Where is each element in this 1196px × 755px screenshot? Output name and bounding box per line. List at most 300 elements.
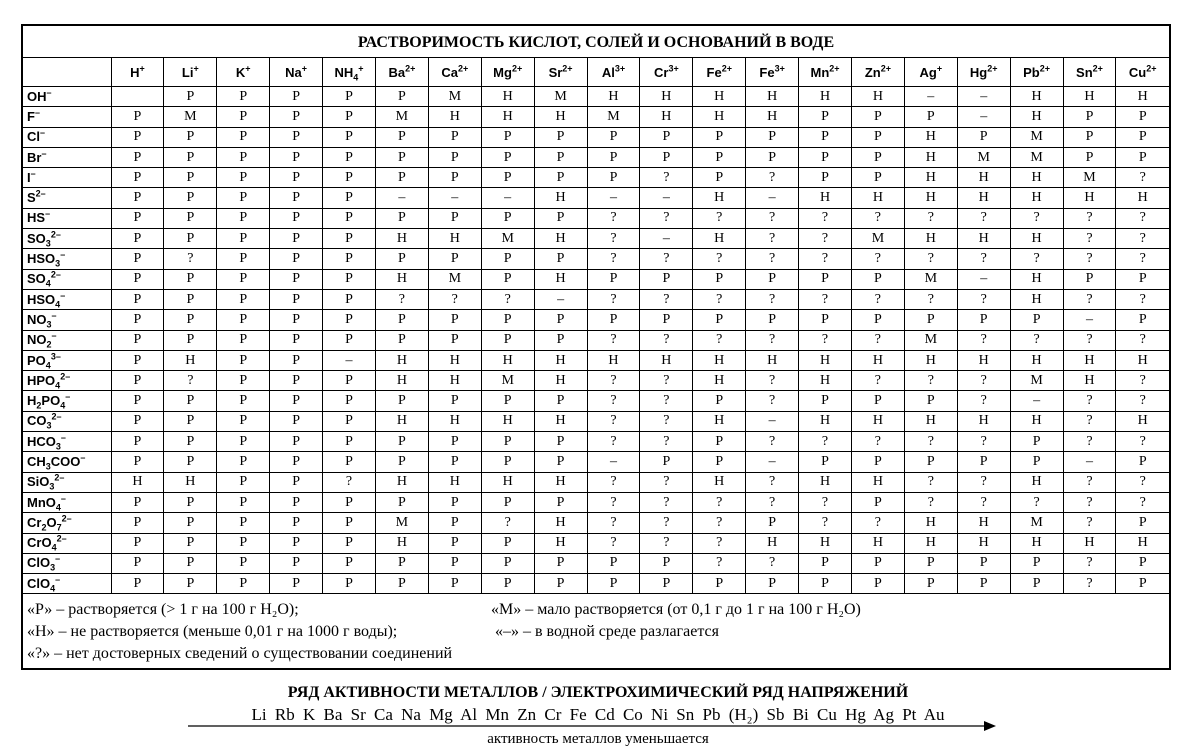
- solubility-cell: Р: [111, 107, 164, 127]
- solubility-cell: М: [1010, 513, 1063, 533]
- solubility-cell: ?: [693, 208, 746, 228]
- anion-label: [23, 188, 111, 208]
- anion-formula-part: PO: [27, 352, 46, 368]
- solubility-cell: ?: [640, 208, 693, 228]
- solubility-cell: Р: [111, 371, 164, 391]
- solubility-cell: Р: [640, 574, 693, 594]
- solubility-cell: Р: [111, 208, 164, 228]
- anion-formula-part: OH: [27, 88, 47, 104]
- solubility-cell: Р: [270, 574, 323, 594]
- table-row: [23, 533, 1169, 553]
- solubility-cell: Н: [746, 533, 799, 553]
- solubility-cell: Р: [1010, 452, 1063, 472]
- anion-formula-part: Cr: [27, 514, 42, 530]
- solubility-cell: Н: [1010, 472, 1063, 492]
- solubility-cell: Р: [640, 147, 693, 167]
- solubility-cell: Р: [746, 127, 799, 147]
- solubility-cell: Р: [428, 127, 481, 147]
- anion-charge: –: [30, 168, 36, 179]
- solubility-cell: Р: [428, 330, 481, 350]
- solubility-cell: ?: [746, 229, 799, 249]
- anion-formula-part: S: [27, 190, 36, 206]
- solubility-cell: Р: [481, 492, 534, 512]
- solubility-cell: Р: [534, 553, 587, 573]
- solubility-cell: М: [375, 107, 428, 127]
- solubility-cell: Н: [904, 188, 957, 208]
- solubility-cell: М: [1063, 168, 1116, 188]
- anion-subscript: 4: [51, 542, 57, 553]
- anion-charge: 2–: [50, 229, 61, 240]
- solubility-cell: М: [1010, 371, 1063, 391]
- solubility-cell: Р: [693, 452, 746, 472]
- solubility-cell: Н: [534, 513, 587, 533]
- solubility-cell: Р: [375, 574, 428, 594]
- solubility-cell: Р: [693, 310, 746, 330]
- table-row: [23, 472, 1169, 492]
- solubility-cell: ?: [746, 492, 799, 512]
- solubility-cell: Р: [481, 391, 534, 411]
- solubility-cell: Р: [111, 269, 164, 289]
- solubility-cell: М: [1010, 127, 1063, 147]
- solubility-cell: Р: [746, 310, 799, 330]
- solubility-cell: Р: [111, 432, 164, 452]
- anion-formula-part: PO: [41, 393, 61, 409]
- solubility-cell: Н: [1116, 533, 1169, 553]
- solubility-cell: Р: [1010, 310, 1063, 330]
- solubility-cell: ?: [1116, 168, 1169, 188]
- solubility-cell: Р: [904, 310, 957, 330]
- cation-charge: +: [936, 63, 943, 74]
- anion-formula-part: CH: [27, 453, 46, 469]
- solubility-cell: Р: [428, 513, 481, 533]
- solubility-cell: –: [957, 269, 1010, 289]
- solubility-cell: ?: [1116, 492, 1169, 512]
- anion-label: [23, 391, 111, 411]
- solubility-cell: Н: [851, 472, 904, 492]
- solubility-cell: Р: [323, 168, 376, 188]
- solubility-cell: Р: [111, 411, 164, 431]
- solubility-cell: Р: [481, 432, 534, 452]
- cation-header: [270, 58, 323, 87]
- solubility-cell: Р: [587, 269, 640, 289]
- solubility-cell: Р: [217, 411, 270, 431]
- anion-label: [23, 229, 111, 249]
- solubility-cell: Р: [164, 533, 217, 553]
- solubility-cell: Р: [164, 127, 217, 147]
- solubility-cell: Н: [164, 350, 217, 370]
- solubility-cell: Р: [851, 269, 904, 289]
- solubility-cell: Н: [534, 371, 587, 391]
- solubility-cell: –: [640, 188, 693, 208]
- solubility-cell: Р: [1116, 269, 1169, 289]
- solubility-cell: –: [534, 289, 587, 309]
- solubility-cell: ?: [1063, 330, 1116, 350]
- anion-label: [23, 371, 111, 391]
- anion-charge: –: [55, 554, 61, 565]
- anion-charge: 2–: [54, 472, 65, 483]
- solubility-cell: Р: [217, 574, 270, 594]
- solubility-cell: ?: [1063, 472, 1116, 492]
- solubility-cell: ?: [904, 208, 957, 228]
- solubility-cell: Р: [375, 452, 428, 472]
- solubility-cell: Р: [1116, 553, 1169, 573]
- solubility-cell: Н: [481, 107, 534, 127]
- solubility-cell: –: [957, 87, 1010, 107]
- table-row: [23, 391, 1169, 411]
- anion-formula-part: MnO: [27, 494, 56, 510]
- solubility-cell: Р: [111, 330, 164, 350]
- solubility-cell: Р: [323, 452, 376, 472]
- solubility-cell: ?: [693, 289, 746, 309]
- cation-charge: 3+: [774, 63, 785, 74]
- solubility-cell: ?: [1116, 371, 1169, 391]
- anion-subscript: 3: [55, 441, 61, 452]
- solubility-cell: Р: [111, 350, 164, 370]
- cation-header: [534, 58, 587, 87]
- cation-symbol: Hg: [969, 64, 988, 80]
- cation-charge: 2+: [987, 63, 998, 74]
- solubility-cell: Р: [904, 574, 957, 594]
- solubility-cell: Р: [957, 127, 1010, 147]
- anion-subscript: 3: [45, 238, 51, 249]
- solubility-cell: Н: [428, 472, 481, 492]
- activity-series-title: РЯД АКТИВНОСТИ МЕТАЛЛОВ / ЭЛЕКТРОХИМИЧЕСКИЙ РЯД НАПРЯЖЕНИЙ: [287, 684, 909, 701]
- solubility-cell: Р: [851, 107, 904, 127]
- anion-subscript: 4: [45, 360, 51, 371]
- solubility-cell: Р: [111, 553, 164, 573]
- anion-formula-part: NO: [27, 332, 47, 348]
- solubility-cell: Н: [693, 371, 746, 391]
- solubility-cell: Н: [1010, 350, 1063, 370]
- cation-charge: 2+: [829, 63, 840, 74]
- solubility-table: [23, 58, 1169, 594]
- table-row: [23, 330, 1169, 350]
- solubility-cell: Н: [428, 411, 481, 431]
- solubility-cell: Н: [375, 472, 428, 492]
- solubility-cell: Р: [111, 513, 164, 533]
- solubility-cell: ?: [851, 330, 904, 350]
- solubility-cell: Н: [587, 87, 640, 107]
- solubility-cell: Р: [375, 553, 428, 573]
- solubility-cell: Р: [323, 391, 376, 411]
- table-row: [23, 553, 1169, 573]
- solubility-cell: ?: [851, 249, 904, 269]
- solubility-cell: Р: [270, 188, 323, 208]
- solubility-cell: Н: [1010, 188, 1063, 208]
- solubility-cell: Р: [164, 87, 217, 107]
- solubility-cell: ?: [693, 533, 746, 553]
- solubility-cell: Р: [375, 87, 428, 107]
- solubility-cell: Н: [1063, 87, 1116, 107]
- solubility-cell: ?: [957, 371, 1010, 391]
- solubility-cell: ?: [1063, 574, 1116, 594]
- solubility-cell: Р: [481, 310, 534, 330]
- cation-symbol: Mn: [810, 64, 830, 80]
- solubility-cell: Р: [217, 310, 270, 330]
- cation-symbol: Fe: [759, 64, 775, 80]
- solubility-cell: Р: [851, 147, 904, 167]
- solubility-cell: Н: [957, 229, 1010, 249]
- solubility-cell: ?: [587, 289, 640, 309]
- cation-header: [640, 58, 693, 87]
- solubility-cell: Р: [1010, 574, 1063, 594]
- solubility-cell: ?: [1010, 208, 1063, 228]
- solubility-cell: Р: [111, 127, 164, 147]
- solubility-cell: ?: [481, 513, 534, 533]
- solubility-cell: Р: [534, 330, 587, 350]
- solubility-cell: Р: [111, 452, 164, 472]
- solubility-cell: Р: [270, 350, 323, 370]
- solubility-cell: Н: [693, 87, 746, 107]
- solubility-cell: Н: [799, 533, 852, 553]
- solubility-cell: Р: [799, 147, 852, 167]
- cation-charge: 2+: [1039, 63, 1051, 74]
- anion-subscript: 7: [56, 522, 62, 533]
- solubility-cell: Р: [323, 269, 376, 289]
- solubility-cell: Н: [851, 188, 904, 208]
- solubility-cell: Р: [640, 269, 693, 289]
- anion-subscript: 4: [55, 380, 61, 391]
- solubility-cell: Р: [270, 147, 323, 167]
- solubility-cell: Р: [217, 127, 270, 147]
- cation-symbol: Fe: [706, 64, 722, 80]
- solubility-cell: Р: [957, 574, 1010, 594]
- solubility-cell: Н: [428, 229, 481, 249]
- table-row: [23, 574, 1169, 594]
- solubility-cell: Р: [799, 168, 852, 188]
- solubility-cell: Р: [904, 107, 957, 127]
- solubility-cell: Р: [270, 127, 323, 147]
- solubility-cell: Р: [323, 371, 376, 391]
- activity-series-caption: активность металлов уменьшается: [487, 731, 709, 747]
- cation-symbol: H: [130, 64, 140, 80]
- table-row: [23, 371, 1169, 391]
- solubility-cell: ?: [1063, 289, 1116, 309]
- solubility-cell: Р: [1116, 147, 1169, 167]
- solubility-cell: Р: [1063, 107, 1116, 127]
- solubility-cell: ?: [957, 249, 1010, 269]
- solubility-cell: Р: [428, 249, 481, 269]
- cation-symbol: Mg: [493, 64, 512, 80]
- solubility-cell: Н: [640, 87, 693, 107]
- anion-formula-part: NO: [27, 311, 47, 327]
- solubility-cell: Н: [587, 350, 640, 370]
- solubility-cell: Р: [851, 310, 904, 330]
- cation-symbol: Cr: [653, 64, 669, 80]
- solubility-cell: Н: [851, 533, 904, 553]
- solubility-cell: ?: [957, 208, 1010, 228]
- solubility-cell: Р: [428, 147, 481, 167]
- solubility-cell: Р: [270, 432, 323, 452]
- cation-header: [111, 58, 164, 87]
- solubility-cell: Р: [428, 208, 481, 228]
- solubility-cell: Н: [904, 411, 957, 431]
- solubility-cell: М: [1010, 147, 1063, 167]
- solubility-cell: Н: [1010, 87, 1063, 107]
- solubility-cell: Р: [534, 492, 587, 512]
- table-row: [23, 310, 1169, 330]
- anion-formula-part: HPO: [27, 372, 56, 388]
- solubility-cell: Н: [428, 107, 481, 127]
- solubility-cell: ?: [957, 432, 1010, 452]
- solubility-cell: ?: [587, 432, 640, 452]
- solubility-cell: Р: [851, 492, 904, 512]
- solubility-cell: Р: [270, 492, 323, 512]
- solubility-cell: Р: [534, 147, 587, 167]
- solubility-cell: Н: [957, 513, 1010, 533]
- solubility-cell: Р: [1116, 513, 1169, 533]
- solubility-cell: ?: [640, 371, 693, 391]
- solubility-cell: Р: [428, 533, 481, 553]
- cation-symbol: Zn: [864, 64, 881, 80]
- solubility-cell: ?: [851, 289, 904, 309]
- solubility-cell: Р: [270, 533, 323, 553]
- solubility-cell: Р: [534, 168, 587, 188]
- solubility-cell: Р: [217, 249, 270, 269]
- solubility-cell: Р: [375, 208, 428, 228]
- anion-formula-part: H: [27, 393, 37, 409]
- solubility-cell: ?: [640, 432, 693, 452]
- solubility-cell: Р: [217, 147, 270, 167]
- solubility-cell: Н: [904, 127, 957, 147]
- solubility-cell: Р: [164, 432, 217, 452]
- solubility-cell: Н: [375, 350, 428, 370]
- solubility-cell: ?: [164, 249, 217, 269]
- solubility-cell: Н: [693, 472, 746, 492]
- solubility-cell: Н: [375, 269, 428, 289]
- solubility-cell: Р: [323, 513, 376, 533]
- table-row: [23, 452, 1169, 472]
- solubility-cell: ?: [693, 249, 746, 269]
- anion-subscript: 2: [41, 522, 47, 533]
- anion-label: [23, 472, 111, 492]
- solubility-cell: Р: [217, 87, 270, 107]
- solubility-cell: –: [428, 188, 481, 208]
- solubility-cell: ?: [746, 472, 799, 492]
- solubility-cell: ?: [587, 208, 640, 228]
- solubility-cell: ?: [640, 513, 693, 533]
- solubility-cell: Р: [323, 107, 376, 127]
- solubility-cell: Р: [375, 492, 428, 512]
- solubility-cell: Р: [164, 391, 217, 411]
- cation-charge: 3+: [614, 63, 626, 74]
- anion-charge: 2–: [50, 269, 61, 280]
- solubility-cell: Н: [746, 87, 799, 107]
- solubility-cell: Н: [375, 411, 428, 431]
- solubility-cell: Р: [270, 107, 323, 127]
- solubility-cell: ?: [587, 533, 640, 553]
- solubility-cell: М: [375, 513, 428, 533]
- solubility-cell: Р: [323, 127, 376, 147]
- table-row: [23, 432, 1169, 452]
- solubility-cell: Р: [217, 289, 270, 309]
- table-row: [23, 513, 1169, 533]
- anion-label: [23, 87, 111, 107]
- solubility-cell: Н: [693, 350, 746, 370]
- solubility-cell: ?: [746, 371, 799, 391]
- solubility-cell: Р: [693, 574, 746, 594]
- cation-charge: 2+: [1146, 63, 1157, 74]
- solubility-cell: ?: [799, 513, 852, 533]
- solubility-cell: Р: [270, 310, 323, 330]
- solubility-cell: Р: [799, 574, 852, 594]
- solubility-cell: Н: [693, 188, 746, 208]
- solubility-cell: Р: [323, 310, 376, 330]
- anion-charge: –: [45, 209, 51, 220]
- solubility-cell: ?: [957, 289, 1010, 309]
- solubility-cell: Р: [799, 391, 852, 411]
- solubility-cell: Р: [111, 147, 164, 167]
- solubility-cell: –: [746, 188, 799, 208]
- solubility-cell: Р: [111, 492, 164, 512]
- solubility-cell: Н: [904, 533, 957, 553]
- solubility-cell: ?: [693, 492, 746, 512]
- solubility-cell: Р: [428, 391, 481, 411]
- solubility-cell: –: [746, 452, 799, 472]
- cation-header: [799, 58, 852, 87]
- table-row: [23, 249, 1169, 269]
- solubility-cell: Р: [164, 168, 217, 188]
- solubility-cell: ?: [323, 472, 376, 492]
- solubility-cell: Н: [534, 350, 587, 370]
- solubility-cell: Р: [587, 147, 640, 167]
- solubility-cell: ?: [746, 208, 799, 228]
- solubility-cell: Р: [746, 574, 799, 594]
- solubility-cell: Н: [957, 533, 1010, 553]
- solubility-cell: Р: [111, 289, 164, 309]
- solubility-cell: Р: [270, 269, 323, 289]
- anion-charge: 2–: [60, 371, 71, 382]
- solubility-cell: Р: [1116, 574, 1169, 594]
- solubility-cell: Р: [904, 391, 957, 411]
- cation-header-row: [23, 58, 1169, 87]
- solubility-cell: Р: [851, 452, 904, 472]
- solubility-cell: Н: [534, 411, 587, 431]
- anion-subscript: 3: [46, 319, 52, 330]
- solubility-cell: Р: [1063, 127, 1116, 147]
- solubility-cell: Р: [270, 330, 323, 350]
- solubility-cell: Н: [1063, 350, 1116, 370]
- solubility-cell: Р: [481, 533, 534, 553]
- solubility-cell: ?: [1063, 208, 1116, 228]
- solubility-cell: Н: [164, 472, 217, 492]
- solubility-cell: Р: [587, 127, 640, 147]
- solubility-cell: ?: [1063, 391, 1116, 411]
- solubility-cell: ?: [1063, 229, 1116, 249]
- solubility-cell: Н: [799, 188, 852, 208]
- anion-subscript: 3: [49, 481, 55, 492]
- table-row: [23, 168, 1169, 188]
- solubility-cell: Р: [799, 310, 852, 330]
- anion-subscript: 4: [55, 299, 61, 310]
- cation-header: [217, 58, 270, 87]
- solubility-cell: ?: [904, 472, 957, 492]
- solubility-cell: М: [164, 107, 217, 127]
- anion-charge: 2–: [61, 513, 72, 524]
- legend-decomposes: «–» – в водной среде разлагается: [495, 623, 719, 640]
- solubility-cell: ?: [640, 249, 693, 269]
- solubility-cell: Р: [217, 168, 270, 188]
- legend-soluble: «Р» – растворяется (> 1 г на 100 г H₂O);: [27, 601, 299, 618]
- solubility-cell: ?: [851, 432, 904, 452]
- anion-label: [23, 350, 111, 370]
- solubility-cell: Р: [164, 269, 217, 289]
- solubility-cell: Н: [904, 168, 957, 188]
- solubility-cell: ?: [587, 391, 640, 411]
- solubility-cell: ?: [904, 492, 957, 512]
- solubility-cell: Н: [693, 411, 746, 431]
- solubility-cell: Р: [587, 310, 640, 330]
